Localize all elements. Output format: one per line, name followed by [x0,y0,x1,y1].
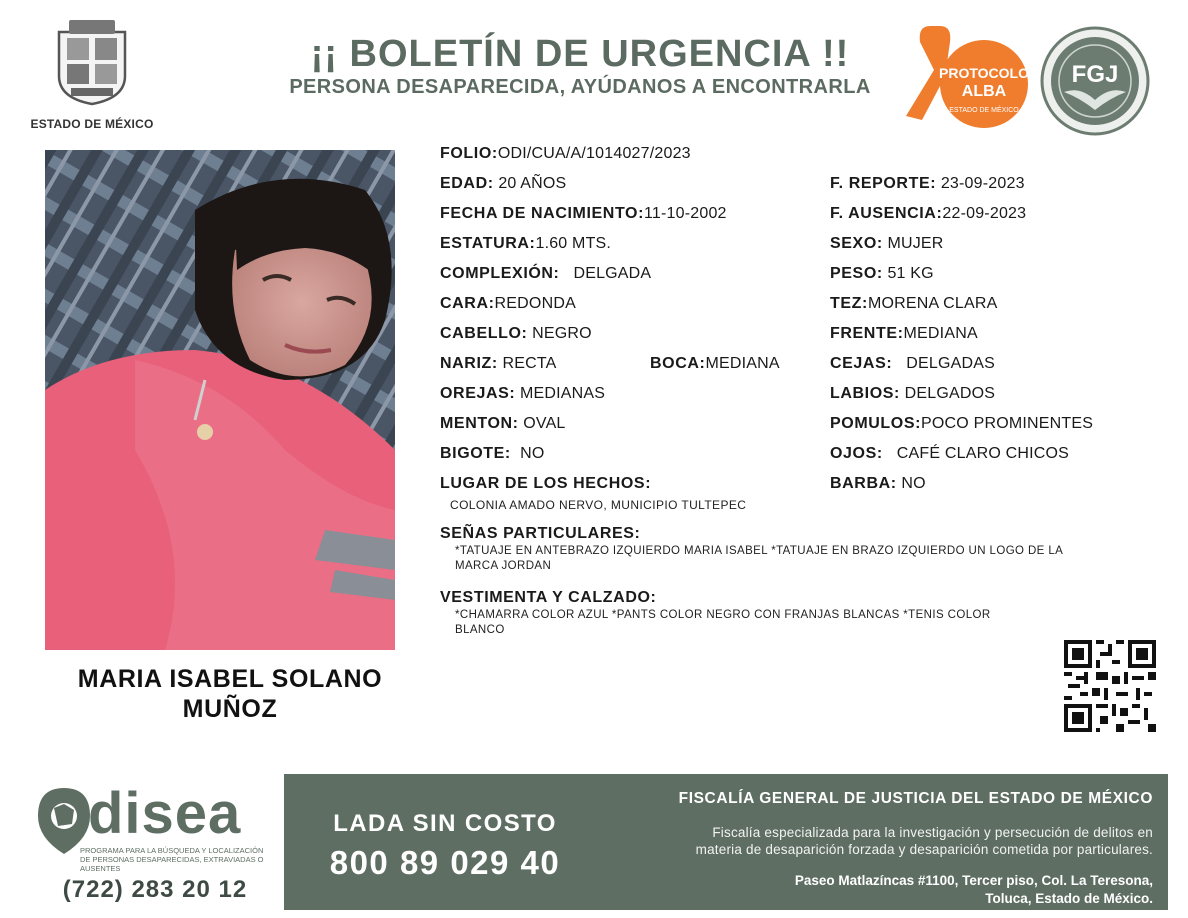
boca-value: MEDIANA [705,355,780,372]
odisea-caption: PROGRAMA PARA LA BÚSQUEDA Y LOCALIZACIÓN DE PERSONAS DESAPARECIDAS, EXTRAVIADAS O AUSENTES [80,846,264,873]
field-orejas [440,385,605,403]
cejas-label: CEJAS: [830,355,893,372]
field-nariz [440,355,557,373]
estado-de-mexico-logo [22,18,162,131]
senas-label: SEÑAS PARTICULARES: [440,525,641,542]
complexion-value: DELGADA [573,265,652,282]
missing-person-name: MARIA ISABEL SOLANO MUÑOZ [77,665,383,723]
address-line1: Paseo Matlazíncas #1100, Tercer piso, Col. La Teresona, [794,873,1153,888]
edad-label: EDAD: [440,175,494,192]
bigote-value: NO [520,445,545,462]
field-cabello [440,325,592,343]
field-lugar-label [440,475,651,493]
qr-code-icon[interactable] [1064,640,1156,732]
field-f-reporte [830,175,1025,193]
field-frente [830,325,978,343]
sexo-label: SEXO: [830,235,883,252]
labios-value: DELGADOS [904,385,996,402]
field-complexion [440,265,651,283]
alba-line2: ALBA [961,83,1007,100]
reporte-label: F. REPORTE: [830,175,937,192]
senas-line2: MARCA JORDAN [455,560,552,572]
nariz-label: NARIZ: [440,355,498,372]
frente-value: MEDIANA [903,325,978,342]
fgj-seal-logo [1040,26,1150,136]
ojos-value: CAFÉ CLARO CHICOS [896,445,1070,462]
state-coat-of-arms-icon [53,18,131,106]
field-vestimenta-label [440,589,656,607]
menton-value: OVAL [523,415,566,432]
field-estatura [440,235,611,253]
field-edad [440,175,566,193]
vestimenta-line2: BLANCO [455,624,505,636]
ausencia-label: F. AUSENCIA: [830,205,943,222]
vestimenta-label: VESTIMENTA Y CALZADO: [440,589,657,606]
lugar-value: COLONIA AMADO NERVO, MUNICIPIO TULTEPEC [450,498,747,512]
state-label: ESTADO DE MÉXICO [30,117,154,131]
reporte-value: 23-09-2023 [940,175,1025,192]
tez-value: MORENA CLARA [867,295,998,312]
field-peso [830,265,934,283]
ojos-label: OJOS: [830,445,883,462]
field-bigote [440,445,545,463]
field-cara [440,295,576,313]
fge-address [605,872,1153,908]
frente-label: FRENTE: [830,325,904,342]
cabello-value: NEGRO [532,325,592,342]
peso-value: 51 KG [887,265,934,282]
labios-label: LABIOS: [830,385,900,402]
field-tez [830,295,998,313]
field-barba [830,475,926,493]
cara-value: REDONDA [494,295,576,312]
bulletin-title: ¡¡ BOLETÍN DE URGENCIA !! [310,33,850,75]
field-ojos [830,445,1069,463]
orejas-value: MEDIANAS [519,385,606,402]
estatura-value: 1.60 MTS. [535,235,612,252]
nacimiento-label: FECHA DE NACIMIENTO: [440,205,644,222]
nacimiento-value: 11-10-2002 [644,205,727,222]
address-line2: Toluca, Estado de México. [985,891,1153,906]
field-fecha-nacimiento [440,205,727,223]
field-cejas [830,355,995,373]
orejas-label: OREJAS: [440,385,516,402]
bulletin-subtitle: PERSONA DESAPARECIDA, AYÚDANOS A ENCONTRARLA [289,76,871,98]
barba-label: BARBA: [830,475,897,492]
barba-value: NO [901,475,926,492]
odisea-brand: disea [88,781,242,846]
alba-line1: PROTOCOLO [939,65,1029,81]
missing-person-photo [45,150,395,650]
peso-label: PESO: [830,265,883,282]
vestimenta-line1: *CHAMARRA COLOR AZUL *PANTS COLOR NEGRO CON FRANJAS BLANCAS *TENIS COLOR [455,609,991,621]
field-folio [440,145,691,163]
contact-phone[interactable]: (722) 283 20 12 [62,876,248,903]
boca-label: BOCA: [650,355,706,372]
alba-line3: ESTADO DE MÉXICO [949,107,1019,114]
folio-value: ODI/CUA/A/1014027/2023 [497,145,691,162]
cara-label: CARA: [440,295,495,312]
edad-value: 20 AÑOS [498,175,567,192]
nariz-value: RECTA [502,355,557,372]
sexo-value: MUJER [887,235,944,252]
field-labios [830,385,995,403]
cabello-label: CABELLO: [440,325,528,342]
fge-desc-line1: Fiscalía especializada para la investigación y persecución de delitos en [712,825,1153,840]
field-senas-label [440,525,640,543]
fge-title: FISCALÍA GENERAL DE JUSTICIA DEL ESTADO DE MÉXICO [678,790,1153,807]
field-boca [650,355,780,373]
field-f-ausencia [830,205,1026,223]
senas-line1: *TATUAJE EN ANTEBRAZO IZQUIERDO MARIA ISABEL *TATUAJE EN BRAZO IZQUIERDO UN LOGO DE LA [455,545,1064,557]
tez-label: TEZ: [830,295,868,312]
folio-label: FOLIO: [440,145,498,162]
pomulos-label: POMULOS: [830,415,922,432]
bulletin-header [230,34,930,99]
toll-free-number[interactable]: 800 89 029 40 [329,844,561,881]
ausencia-value: 22-09-2023 [942,205,1027,222]
fge-desc-line2: materia de desaparición forzada y desaparición cometida por particulares. [695,842,1153,857]
protocolo-alba-logo [900,20,1032,134]
estatura-label: ESTATURA: [440,235,536,252]
field-menton [440,415,566,433]
lugar-label: LUGAR DE LOS HECHOS: [440,475,652,492]
complexion-label: COMPLEXIÓN: [440,265,560,282]
fge-description [605,824,1153,858]
toll-free-label: LADA SIN COSTO [333,810,557,837]
odisea-logo [34,781,274,876]
bigote-label: BIGOTE: [440,445,511,462]
cejas-value: DELGADAS [906,355,995,372]
pomulos-value: POCO PROMINENTES [921,415,1094,432]
field-sexo [830,235,944,253]
field-pomulos [830,415,1093,433]
fgj-text: FGJ [1071,61,1119,88]
menton-label: MENTON: [440,415,519,432]
